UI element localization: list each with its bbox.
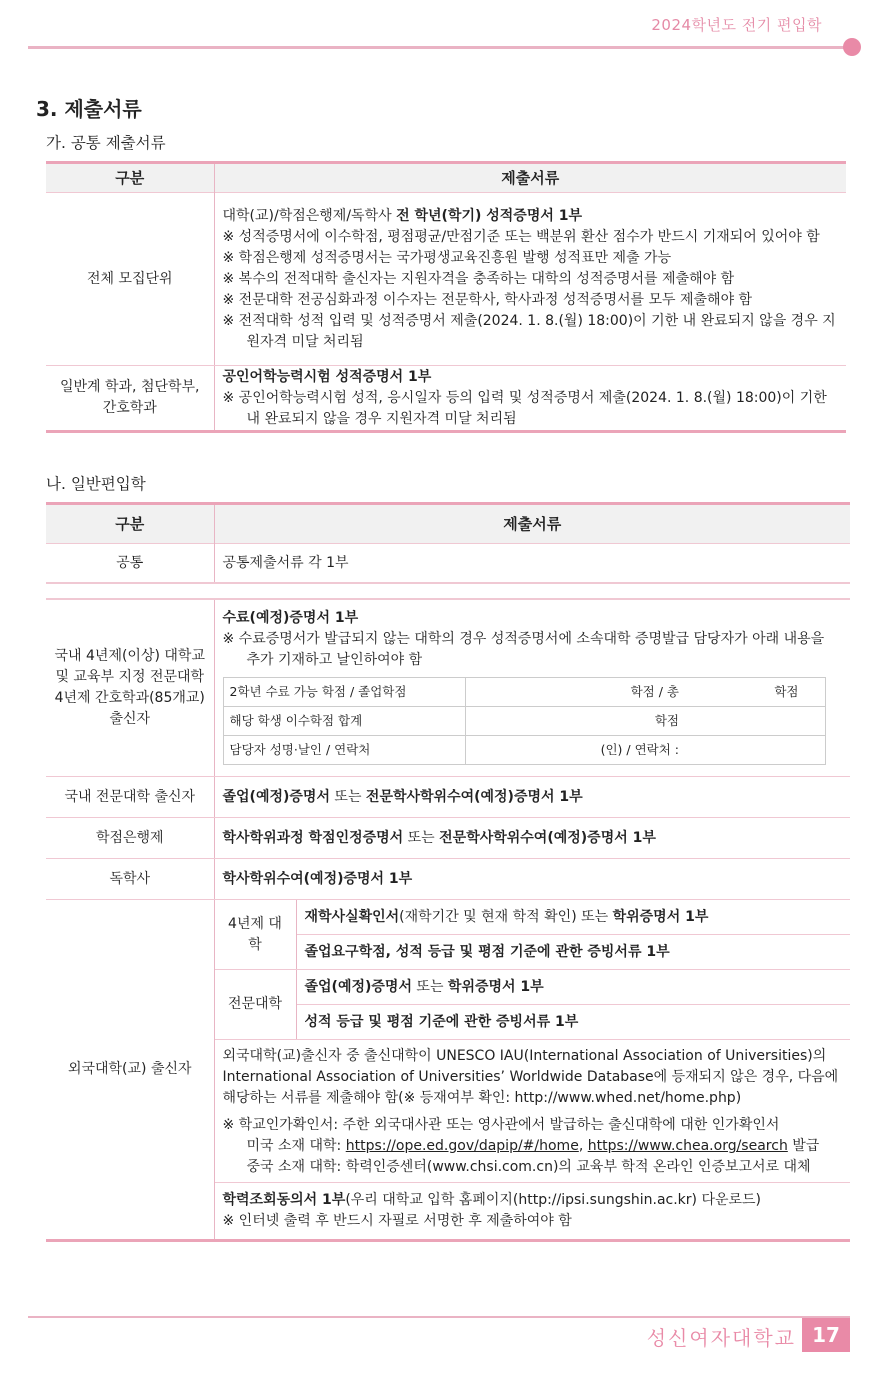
foreign-unesco-paragraph: 외국대학(교)출신자 중 출신대학이 UNESCO IAU(International Association of Universities)의 International Association of Universities’ Worldwide Database에 등재되지 않은 경우, 다음에 해당하는 서류를 제출해야 함(※ 등재여부 확인: http://www.whed.net/home.php) xyxy=(222,1048,839,1106)
subsection-b-title: 나. 일반편입학 xyxy=(46,475,146,493)
note-item: ※ 학점은행제 성적증명서는 국가평생교육진흥원 발행 성적표만 제출 가능 xyxy=(222,249,672,266)
row-content-junior-college: 졸업(예정)증명서 또는 전문학사학위수여(예정)증명서 1부 xyxy=(214,777,850,818)
inner-cell-right: 학점 xyxy=(685,677,825,706)
registrar-info-table xyxy=(223,677,826,765)
sub-label-junior: 전문대학 xyxy=(214,970,296,1040)
inner-cell-mid: (인) / 연락처 : xyxy=(465,735,685,764)
foreign-junior-line2: 성적 등급 및 평점 기준에 관한 증빙서류 1부 xyxy=(304,1013,579,1030)
foreign-4yr-line1: 재학사실확인서(재학기간 및 현재 학적 확인) 또는 학위증명서 1부 xyxy=(304,908,709,925)
inner-cell-mid: 학점 xyxy=(465,706,685,735)
note-item: ※ 학교인가확인서: 주한 외국대사관 또는 영사관에서 발급하는 출신대학에 대한 인가확인서 xyxy=(222,1117,780,1133)
note-item: ※ 인터넷 출력 후 반드시 자필로 서명한 후 제출하여야 함 xyxy=(222,1213,572,1229)
sub-label-4yr: 4년제 대학 xyxy=(214,900,296,970)
note-item: ※ 복수의 전적대학 출신자는 지원자격을 충족하는 대학의 성적증명서를 제출해야 함 xyxy=(222,270,735,287)
row-label-all: 전체 모집단위 xyxy=(46,193,214,366)
foreign-4yr-line2: 졸업요구학점, 성적 등급 및 평점 기준에 관한 증빙서류 1부 xyxy=(304,943,670,960)
note-item: ※ 성적증명서에 이수학점, 평점평균/만점기준 또는 백분위 환산 점수가 반드시 기재되어 있어야 함 xyxy=(222,228,820,245)
col-header-category: 구분 xyxy=(46,163,214,193)
row-label-credit-bank: 학점은행제 xyxy=(46,818,214,859)
running-header: 2024학년도 전기 편입학 xyxy=(651,16,822,34)
header-rule xyxy=(28,46,846,49)
note-item: ※ 전문대학 전공심화과정 이수자는 전문학사, 학사과정 성적증명서를 모두 제출해야 함 xyxy=(222,291,753,308)
language-cert-line: 공인어학능력시험 성적증명서 1부 xyxy=(222,368,432,385)
row-label-self-study: 독학사 xyxy=(46,859,214,900)
row-label-domestic-4yr: 국내 4년제(이상) 대학교 및 교육부 지정 전문대학 4년제 간호학과(85개교) 출신자 xyxy=(46,599,214,777)
footer-school-name: 성신여자대학교 xyxy=(646,1326,796,1350)
row-content-common: 공통제출서류 각 1부 xyxy=(214,544,850,584)
row-label-junior-college: 국내 전문대학 출신자 xyxy=(46,777,214,818)
col-header-category: 구분 xyxy=(46,504,214,544)
row-label-common: 공통 xyxy=(46,544,214,584)
footer-rule xyxy=(28,1316,850,1318)
inner-cell-right xyxy=(685,735,825,764)
section-title: 3. 제출서류 xyxy=(36,97,142,121)
inner-cell-mid: 학점 / 총 xyxy=(465,677,685,706)
foreign-consent: 학력조회동의서 1부(우리 대학교 입학 홈페이지(http://ipsi.sungshin.ac.kr) 다운로드) ※ 인터넷 출력 후 반드시 자필로 서명한 후 제출하여야 함 xyxy=(214,1183,850,1241)
foreign-junior-line1: 졸업(예정)증명서 또는 학위증명서 1부 xyxy=(304,978,544,995)
header-dot xyxy=(843,38,861,56)
note-item: ※ 공인어학능력시험 성적, 응시일자 등의 입력 및 성적증명서 제출(2024. 1. 8.(월) 18:00)이 기한 내 완료되지 않을 경우 지원자격 미달 처리됨 xyxy=(222,389,827,427)
foreign-notes xyxy=(214,1109,850,1183)
subsection-a-title: 가. 공통 제출서류 xyxy=(46,134,166,152)
row-label-language: 일반계 학과, 첨단학부, 간호학과 xyxy=(46,366,214,432)
note-item-us: 미국 소재 대학: https://ope.ed.gov/dapip/#/home, https://www.chea.org/search 발급 xyxy=(246,1138,820,1154)
link-dapip[interactable]: https://ope.ed.gov/dapip/#/home xyxy=(345,1138,579,1154)
row-content-language xyxy=(214,366,846,432)
completion-cert-line: 수료(예정)증명서 1부 xyxy=(222,609,359,626)
row-content-self-study: 학사학위수여(예정)증명서 1부 xyxy=(214,859,850,900)
transcript-line: 대학(교)/학점은행제/독학사 전 학년(학기) 성적증명서 1부 xyxy=(222,207,583,224)
inner-cell-left: 2학년 수료 가능 학점 / 졸업학점 xyxy=(223,677,465,706)
link-chea[interactable]: https://www.chea.org/search xyxy=(587,1138,788,1154)
col-header-documents: 제출서류 xyxy=(214,504,850,544)
common-documents-table xyxy=(46,161,846,433)
row-content-credit-bank: 학사학위과정 학점인정증명서 또는 전문학사학위수여(예정)증명서 1부 xyxy=(214,818,850,859)
inner-cell-left: 담당자 성명·날인 / 연락처 xyxy=(223,735,465,764)
note-item-china: 중국 소재 대학: 학력인증센터(www.chsi.com.cn)의 교육부 학적 온라인 인증보고서로 대체 xyxy=(246,1159,811,1175)
note-item: ※ 수료증명서가 발급되지 않는 대학의 경우 성적증명서에 소속대학 증명발급 담당자가 아래 내용을 추가 기재하고 날인하여야 함 xyxy=(222,630,825,668)
col-header-documents: 제출서류 xyxy=(214,163,846,193)
inner-cell-right xyxy=(685,706,825,735)
general-transfer-table xyxy=(46,502,850,1242)
row-content-domestic-4yr xyxy=(214,599,850,777)
row-label-foreign: 외국대학(교) 출신자 xyxy=(46,900,214,1241)
page-number: 17 xyxy=(802,1318,850,1352)
note-item: ※ 전적대학 성적 입력 및 성적증명서 제출(2024. 1. 8.(월) 18:00)이 기한 내 완료되지 않을 경우 지원자격 미달 처리됨 xyxy=(222,312,836,350)
table-gap xyxy=(46,583,850,599)
inner-cell-left: 해당 학생 이수학점 합계 xyxy=(223,706,465,735)
row-content-all xyxy=(214,193,846,366)
